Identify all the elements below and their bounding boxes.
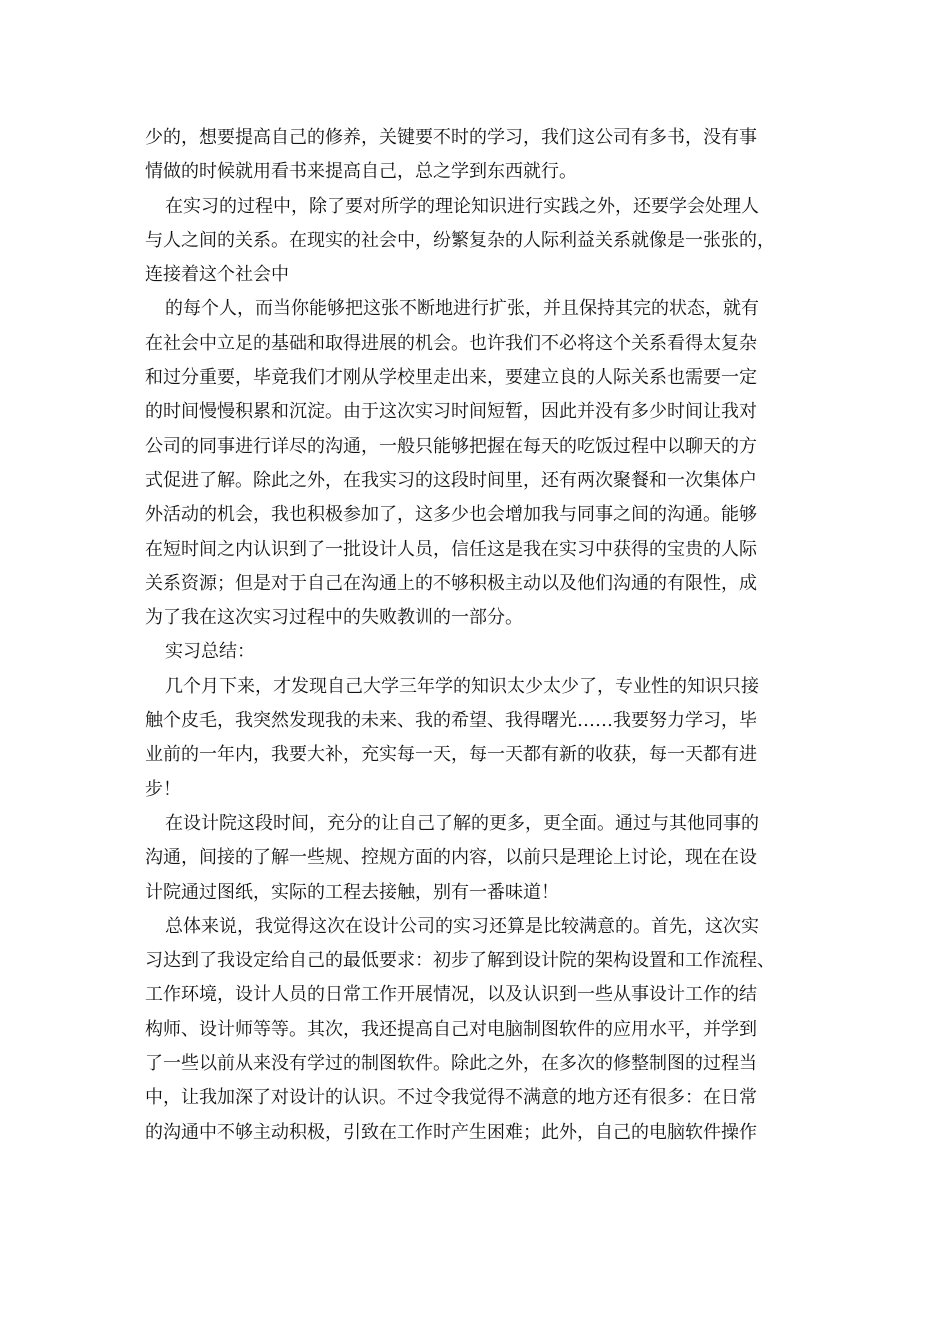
text-line: 步！ <box>145 778 181 800</box>
text-line: 业前的一年内，我要大补，充实每一天，每一天都有新的收获，每一天都有进 <box>145 744 757 766</box>
text-line: 了一些以前从来没有学过的制图软件。除此之外，在多次的修整制图的过程当 <box>145 1053 757 1075</box>
document-page <box>145 121 805 1150</box>
text-line: 与人之间的关系。在现实的社会中，纷繁复杂的人际利益关系就像是一张张的， <box>145 229 775 251</box>
text-line: 构师、设计师等等。其次，我还提高自己对电脑制图软件的应用水平，并学到 <box>145 1018 757 1040</box>
text-line: 公司的同事进行详尽的沟通，一般只能够把握在每天的吃饭过程中以聊天的方 <box>145 435 757 457</box>
text-line: 沟通，间接的了解一些规、控规方面的内容，以前只是理论上讨论，现在在设 <box>145 847 757 869</box>
text-line: 外活动的机会，我也积极参加了，这多少也会增加我与同事之间的沟通。能够 <box>145 504 757 526</box>
text-line: 在社会中立足的基础和取得进展的机会。也许我们不必将这个关系看得太复杂 <box>145 332 757 354</box>
text-line: 式促进了解。除此之外，在我实习的这段时间里，还有两次聚餐和一次集体户 <box>145 469 757 491</box>
text-line: 总体来说，我觉得这次在设计公司的实习还算是比较满意的。首先，这次实 <box>165 915 759 937</box>
text-line: 几个月下来，才发现自己大学三年学的知识太少太少了，专业性的知识只接 <box>165 675 759 697</box>
text-line: 实习总结： <box>165 641 255 663</box>
text-line: 关系资源；但是对于自己在沟通上的不够积极主动以及他们沟通的有限性，成 <box>145 572 757 594</box>
text-line: 为了我在这次实习过程中的失败教训的一部分。 <box>145 607 523 629</box>
text-line: 计院通过图纸，实际的工程去接触，别有一番味道！ <box>145 881 559 903</box>
text-line: 少的，想要提高自己的修养，关键要不时的学习，我们这公司有多书，没有事 <box>145 127 757 148</box>
text-line: 在实习的过程中，除了要对所学的理论知识进行实践之外，还要学会处理人 <box>165 195 759 217</box>
text-line: 情做的时候就用看书来提高自己，总之学到东西就行。 <box>145 161 577 183</box>
text-line: 的沟通中不够主动积极，引致在工作时产生困难；此外，自己的电脑软件操作 <box>145 1121 757 1143</box>
text-line: 的时间慢慢积累和沉淀。由于这次实习时间短暂，因此并没有多少时间让我对 <box>145 401 757 423</box>
text-line: 的每个人，而当你能够把这张不断地进行扩张，并且保持其完的状态，就有 <box>165 298 759 320</box>
text-line: 工作环境，设计人员的日常工作开展情况，以及认识到一些从事设计工作的结 <box>145 984 757 1006</box>
text-line: 触个皮毛，我突然发现我的未来、我的希望、我得曙光……我要努力学习，毕 <box>145 710 757 732</box>
text-line: 在短时间之内认识到了一批设计人员，信任这是我在实习中获得的宝贵的人际 <box>145 538 757 560</box>
text-line: 中，让我加深了对设计的认识。不过令我觉得不满意的地方还有很多：在日常 <box>145 1087 757 1109</box>
text-line: 和过分重要，毕竟我们才刚从学校里走出来，要建立良的人际关系也需要一定 <box>145 367 757 389</box>
text-line: 连接着这个社会中 <box>145 264 289 286</box>
text-line: 习达到了我设定给自己的最低要求：初步了解到设计院的架构设置和工作流程、 <box>145 950 775 972</box>
text-line: 在设计院这段时间，充分的让自己了解的更多，更全面。通过与其他同事的 <box>165 812 759 834</box>
